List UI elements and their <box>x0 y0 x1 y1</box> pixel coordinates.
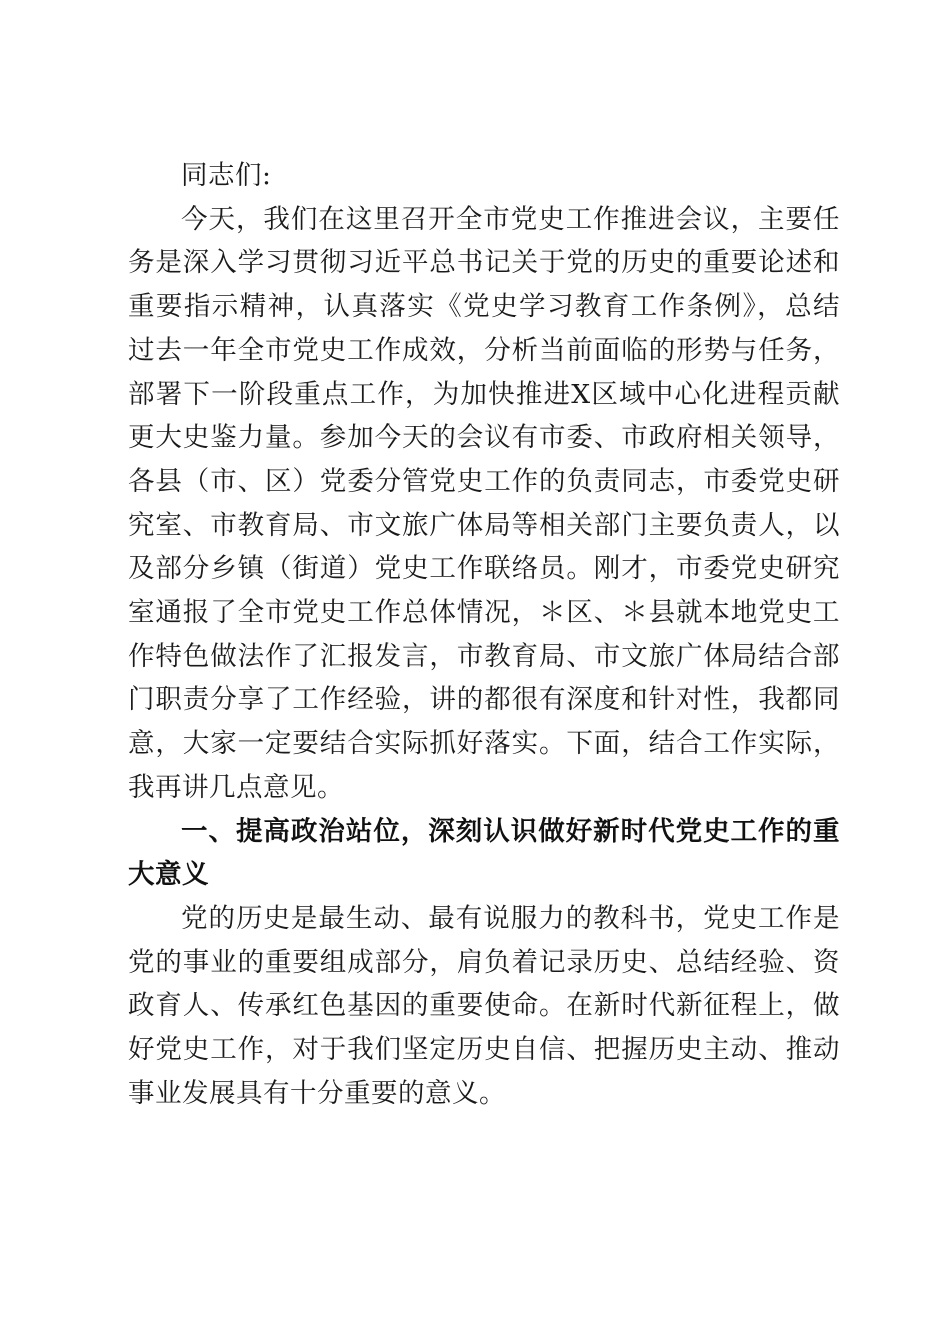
intro-paragraph: 今天，我们在这里召开全市党史工作推进会议，主要任务是深入学习贯彻习近平总书记关于党的历史的重要论述和重要指示精神，认真落实《党史学习教育工作条例》，总结过去一年全市党史工作成效，分析当前面临的形势与任务，部署下一阶段重点工作，为加快推进X区域中心化进程贡献更大史鉴力量。参加今天的会议有市委、市政府相关领导，各县（市、区）党委分管党史工作的负责同志，市委党史研究室、市教育局、市文旅广体局等相关部门主要负责人，以及部分乡镇（街道）党史工作联络员。刚才，市委党史研究室通报了全市党史工作总体情况，＊区、＊县就本地党史工作特色做法作了汇报发言，市教育局、市文旅广体局结合部门职责分享了工作经验，讲的都很有深度和针对性，我都同意，大家一定要结合实际抓好落实。下面，结合工作实际，我再讲几点意见。 <box>128 203 840 803</box>
section-heading: 一、提高政治站位，深刻认识做好新时代党史工作的重大意义 <box>128 815 840 891</box>
salutation: 同志们: <box>181 160 272 191</box>
section-paragraph: 党的历史是最生动、最有说服力的教科书，党史工作是党的事业的重要组成部分，肩负着记录历史、总结经验、资政育人、传承红色基因的重要使命。在新时代新征程上，做好党史工作，对于我们坚定历史自信、把握历史主动、推动事业发展具有十分重要的意义。 <box>128 902 840 1109</box>
document-body <box>128 154 840 1115</box>
